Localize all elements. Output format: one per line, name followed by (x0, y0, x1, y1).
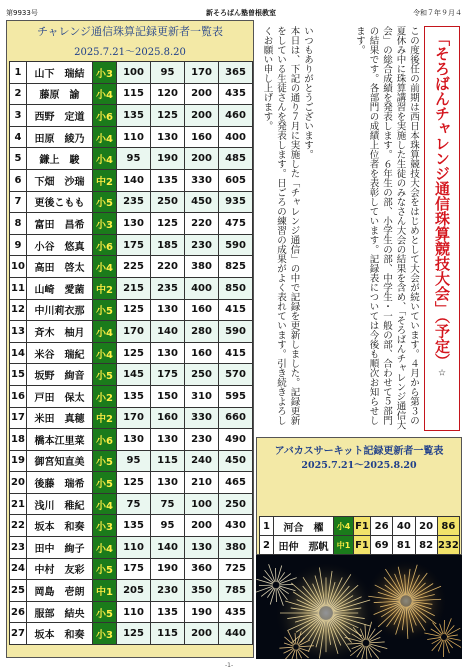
rank-cell: 19 (10, 450, 27, 472)
score3-cell: 160 (185, 342, 219, 364)
score2-cell: 140 (151, 537, 185, 559)
ranking-row (10, 213, 253, 235)
rank-cell: 11 (10, 277, 27, 299)
score2-cell: 220 (151, 256, 185, 278)
ranking-row (10, 83, 253, 105)
score2-cell: 130 (151, 342, 185, 364)
score1-cell: 75 (117, 493, 151, 515)
ranking-row (10, 321, 253, 343)
rank-cell: 18 (10, 429, 27, 451)
score1-cell: 110 (117, 126, 151, 148)
grade-cell: 小3 (93, 515, 117, 537)
rank-cell: 23 (10, 537, 27, 559)
name-cell: 小谷 悠真 (27, 234, 93, 256)
score1-cell: 135 (117, 105, 151, 127)
score2-cell: 130 (151, 299, 185, 321)
score2-cell: 140 (151, 321, 185, 343)
score3-cell: 200 (185, 83, 219, 105)
score1-cell: 215 (117, 277, 151, 299)
name-cell: 坂野 絢音 (27, 364, 93, 386)
rank-cell: 14 (10, 342, 27, 364)
score2-cell: 150 (151, 385, 185, 407)
name-cell: 高田 啓太 (27, 256, 93, 278)
score1-cell: 95 (117, 148, 151, 170)
rank-cell: 1 (10, 62, 27, 84)
rank-cell: 21 (10, 493, 27, 515)
rank-cell: 24 (10, 558, 27, 580)
rank-cell: 27 (10, 623, 27, 645)
score2-cell: 230 (151, 580, 185, 602)
name-cell: 下畑 沙瑞 (27, 169, 93, 191)
total-cell: 415 (219, 299, 253, 321)
grade-cell: 小5 (93, 364, 117, 386)
abacus-circuit-table (259, 516, 460, 555)
score1-cell: 145 (117, 364, 151, 386)
score2-cell: 115 (151, 450, 185, 472)
name-cell: 後藤 瑞希 (27, 472, 93, 494)
greeting-message: いつもありがとうございます。 本日は、下記の通り７月に実施した「チャレンジ通信」の中で記録を更新しました。記録更新をしている生徒さんを発表します。日ごろの練習の成果がよく表れています。引き続きよろしくお願い申し上げます。 (261, 26, 313, 425)
ranking-title: チャレンジ通信珠算記録更新者一覧表 (36, 25, 224, 38)
page-number: -1- (225, 662, 234, 669)
abacus-score-cell: 81 (393, 536, 415, 555)
total-cell: 460 (219, 105, 253, 127)
grade-cell: 中1 (93, 580, 117, 602)
name-cell: 中川莉衣那 (27, 299, 93, 321)
name-cell: 更後こもも (27, 191, 93, 213)
total-cell: 400 (219, 126, 253, 148)
fireworks-image (256, 555, 462, 659)
abacus-level-cell: F1 (354, 536, 371, 555)
score2-cell: 175 (151, 364, 185, 386)
score3-cell: 170 (185, 62, 219, 84)
grade-cell: 小5 (93, 558, 117, 580)
total-cell: 435 (219, 83, 253, 105)
score1-cell: 170 (117, 321, 151, 343)
rank-cell: 7 (10, 191, 27, 213)
score1-cell: 130 (117, 213, 151, 235)
abacus-name-cell: 河合 櫂 (274, 517, 334, 536)
grade-cell: 小4 (93, 148, 117, 170)
abacus-circuit-panel (256, 437, 462, 555)
grade-cell: 小4 (93, 537, 117, 559)
score3-cell: 160 (185, 126, 219, 148)
ranking-period: 2025.7.21～2025.8.20 (74, 47, 186, 58)
grade-cell: 小3 (93, 623, 117, 645)
ranking-row (10, 450, 253, 472)
ranking-row (10, 169, 253, 191)
name-cell: 服部 結央 (27, 601, 93, 623)
rank-cell: 20 (10, 472, 27, 494)
score2-cell: 130 (151, 429, 185, 451)
ranking-row (10, 105, 253, 127)
score3-cell: 200 (185, 515, 219, 537)
score3-cell: 100 (185, 493, 219, 515)
total-cell: 590 (219, 234, 253, 256)
name-cell: 西野 定道 (27, 105, 93, 127)
total-cell: 250 (219, 493, 253, 515)
contest-vertical-title (424, 26, 460, 431)
abacus-score-cell: 26 (371, 517, 393, 536)
score1-cell: 135 (117, 385, 151, 407)
rank-cell: 25 (10, 580, 27, 602)
name-cell: 山崎 愛菌 (27, 277, 93, 299)
score1-cell: 140 (117, 169, 151, 191)
ranking-row (10, 429, 253, 451)
ranking-row (10, 126, 253, 148)
body-message: この度後任の前期は西日本珠算競技大会をはじめとして大会が続いています。４月から第３の夏休み中に珠算講習を実施した生徒のみなさん大会の結果を含め、「そろばんチャレンジ通信大会」の総合成績を発表します。６年生の部、小学生の部、中学生・一般の部、合わせて５部門の結果です。各部門の成績上位者を表彰しています。記録表については今後も順次お知らせします。 (354, 26, 419, 430)
grade-cell: 小3 (93, 62, 117, 84)
score3-cell: 450 (185, 191, 219, 213)
name-cell: 戸田 保太 (27, 385, 93, 407)
rank-cell: 10 (10, 256, 27, 278)
score3-cell: 360 (185, 558, 219, 580)
score1-cell: 175 (117, 234, 151, 256)
abacus-row (260, 517, 460, 536)
score2-cell: 120 (151, 83, 185, 105)
score2-cell: 95 (151, 62, 185, 84)
grade-cell: 小6 (93, 234, 117, 256)
abacus-name-cell: 田仲 那帆 (274, 536, 334, 555)
ranking-row (10, 623, 253, 645)
score3-cell: 220 (185, 213, 219, 235)
newsletter-name: 新そろばん塾曽根教室 (206, 9, 276, 17)
name-cell: 岡島 壱朗 (27, 580, 93, 602)
name-cell: 田中 絢子 (27, 537, 93, 559)
abacus-grade-cell: 中1 (334, 536, 354, 555)
grade-cell: 小5 (93, 601, 117, 623)
abacus-circuit-title: アバカスサーキット記録更新者一覧表 (274, 446, 444, 457)
name-cell: 橋本江里菜 (27, 429, 93, 451)
score1-cell: 235 (117, 191, 151, 213)
rank-cell: 22 (10, 515, 27, 537)
score2-cell: 130 (151, 472, 185, 494)
ranking-row (10, 493, 253, 515)
name-cell: 浅川 稚紀 (27, 493, 93, 515)
grade-cell: 小5 (93, 299, 117, 321)
total-cell: 415 (219, 342, 253, 364)
total-cell: 785 (219, 580, 253, 602)
ranking-row (10, 62, 253, 84)
contest-title-text: 「そろばんチャレンジ通信珠算競技大会」（予定） (433, 31, 451, 369)
score3-cell: 230 (185, 429, 219, 451)
score1-cell: 110 (117, 537, 151, 559)
score2-cell: 185 (151, 234, 185, 256)
score2-cell: 190 (151, 558, 185, 580)
abacus-rank-cell: 1 (260, 517, 274, 536)
rank-cell: 13 (10, 321, 27, 343)
abacus-row (260, 536, 460, 555)
rank-cell: 12 (10, 299, 27, 321)
score1-cell: 170 (117, 407, 151, 429)
grade-cell: 小5 (93, 472, 117, 494)
ranking-row (10, 299, 253, 321)
score3-cell: 380 (185, 256, 219, 278)
total-cell: 490 (219, 429, 253, 451)
score1-cell: 225 (117, 256, 151, 278)
rank-cell: 17 (10, 407, 27, 429)
grade-cell: 中2 (93, 169, 117, 191)
name-cell: 坂本 和奏 (27, 515, 93, 537)
rank-cell: 2 (10, 83, 27, 105)
rank-cell: 4 (10, 126, 27, 148)
total-cell: 605 (219, 169, 253, 191)
grade-cell: 小6 (93, 105, 117, 127)
ranking-table (9, 61, 253, 645)
total-cell: 850 (219, 277, 253, 299)
total-cell: 485 (219, 148, 253, 170)
total-cell: 725 (219, 558, 253, 580)
issue-date: 令和７年９月４ (413, 9, 462, 17)
score2-cell: 115 (151, 623, 185, 645)
name-cell: 米田 真穂 (27, 407, 93, 429)
score2-cell: 235 (151, 277, 185, 299)
score1-cell: 135 (117, 515, 151, 537)
ranking-row (10, 277, 253, 299)
total-cell: 595 (219, 385, 253, 407)
total-cell: 570 (219, 364, 253, 386)
score3-cell: 200 (185, 105, 219, 127)
score2-cell: 190 (151, 148, 185, 170)
rank-cell: 26 (10, 601, 27, 623)
total-cell: 365 (219, 62, 253, 84)
abacus-score-cell: 82 (415, 536, 437, 555)
total-cell: 435 (219, 601, 253, 623)
abacus-level-cell: F1 (354, 517, 371, 536)
abacus-score-cell: 69 (371, 536, 393, 555)
grade-cell: 小5 (93, 191, 117, 213)
score2-cell: 125 (151, 213, 185, 235)
newsletter-header (6, 6, 464, 20)
ranking-row (10, 148, 253, 170)
total-cell: 380 (219, 537, 253, 559)
total-cell: 450 (219, 450, 253, 472)
score3-cell: 250 (185, 364, 219, 386)
score3-cell: 230 (185, 234, 219, 256)
total-cell: 430 (219, 515, 253, 537)
name-cell: 山下 瑞結 (27, 62, 93, 84)
total-cell: 825 (219, 256, 253, 278)
score3-cell: 280 (185, 321, 219, 343)
grade-cell: 小5 (93, 450, 117, 472)
ranking-row (10, 537, 253, 559)
grade-cell: 小3 (93, 213, 117, 235)
ranking-row (10, 472, 253, 494)
score3-cell: 130 (185, 537, 219, 559)
grade-cell: 小4 (93, 256, 117, 278)
score2-cell: 250 (151, 191, 185, 213)
abacus-score-cell: 20 (415, 517, 437, 536)
score1-cell: 125 (117, 472, 151, 494)
grade-cell: 小4 (93, 321, 117, 343)
grade-cell: 中2 (93, 407, 117, 429)
ranking-row (10, 234, 253, 256)
score1-cell: 115 (117, 83, 151, 105)
score1-cell: 125 (117, 342, 151, 364)
ranking-row (10, 191, 253, 213)
name-cell: 田原 綾乃 (27, 126, 93, 148)
abacus-score-cell: 40 (393, 517, 415, 536)
score3-cell: 310 (185, 385, 219, 407)
total-cell: 440 (219, 623, 253, 645)
rank-cell: 8 (10, 213, 27, 235)
score2-cell: 75 (151, 493, 185, 515)
issue-number: 第9933号 (6, 9, 38, 17)
grade-cell: 小4 (93, 126, 117, 148)
ranking-row (10, 580, 253, 602)
grade-cell: 小4 (93, 83, 117, 105)
name-cell: 米谷 瑞紀 (27, 342, 93, 364)
record-ranking-panel (6, 20, 254, 658)
score1-cell: 110 (117, 601, 151, 623)
ranking-row (10, 256, 253, 278)
name-cell: 鎌上 駿 (27, 148, 93, 170)
score3-cell: 330 (185, 407, 219, 429)
rank-cell: 16 (10, 385, 27, 407)
grade-cell: 中2 (93, 277, 117, 299)
abacus-grade-cell: 小4 (334, 517, 354, 536)
score1-cell: 125 (117, 299, 151, 321)
score3-cell: 160 (185, 299, 219, 321)
name-cell: 斉木 柚月 (27, 321, 93, 343)
score2-cell: 135 (151, 169, 185, 191)
score3-cell: 210 (185, 472, 219, 494)
grade-cell: 小4 (93, 493, 117, 515)
total-cell: 935 (219, 191, 253, 213)
score1-cell: 205 (117, 580, 151, 602)
rank-cell: 6 (10, 169, 27, 191)
ranking-row (10, 407, 253, 429)
score3-cell: 200 (185, 623, 219, 645)
score2-cell: 160 (151, 407, 185, 429)
ranking-row (10, 364, 253, 386)
score3-cell: 350 (185, 580, 219, 602)
abacus-total-cell: 232 (437, 536, 459, 555)
rank-cell: 9 (10, 234, 27, 256)
name-cell: 中村 友彩 (27, 558, 93, 580)
total-cell: 660 (219, 407, 253, 429)
abacus-circuit-period: 2025.7.21～2025.8.20 (301, 460, 417, 471)
name-cell: 富田 昌希 (27, 213, 93, 235)
name-cell: 藤原 諭 (27, 83, 93, 105)
score3-cell: 200 (185, 148, 219, 170)
score1-cell: 100 (117, 62, 151, 84)
score1-cell: 95 (117, 450, 151, 472)
ranking-row (10, 601, 253, 623)
score2-cell: 135 (151, 601, 185, 623)
score2-cell: 95 (151, 515, 185, 537)
abacus-rank-cell: 2 (260, 536, 274, 555)
total-cell: 475 (219, 213, 253, 235)
total-cell: 590 (219, 321, 253, 343)
score2-cell: 130 (151, 126, 185, 148)
ranking-row (10, 558, 253, 580)
fireworks-illustration (256, 555, 462, 659)
score3-cell: 400 (185, 277, 219, 299)
contest-title-suffix: ☆ (437, 368, 447, 379)
rank-cell: 15 (10, 364, 27, 386)
ranking-row (10, 515, 253, 537)
name-cell: 坂本 和奏 (27, 623, 93, 645)
grade-cell: 小2 (93, 385, 117, 407)
score2-cell: 125 (151, 105, 185, 127)
score3-cell: 330 (185, 169, 219, 191)
rank-cell: 5 (10, 148, 27, 170)
grade-cell: 小6 (93, 429, 117, 451)
abacus-total-cell: 86 (437, 517, 459, 536)
total-cell: 465 (219, 472, 253, 494)
ranking-row (10, 385, 253, 407)
score3-cell: 190 (185, 601, 219, 623)
grade-cell: 小4 (93, 342, 117, 364)
score1-cell: 125 (117, 623, 151, 645)
name-cell: 御宮知直美 (27, 450, 93, 472)
rank-cell: 3 (10, 105, 27, 127)
score1-cell: 130 (117, 429, 151, 451)
score1-cell: 175 (117, 558, 151, 580)
score3-cell: 240 (185, 450, 219, 472)
ranking-row (10, 342, 253, 364)
